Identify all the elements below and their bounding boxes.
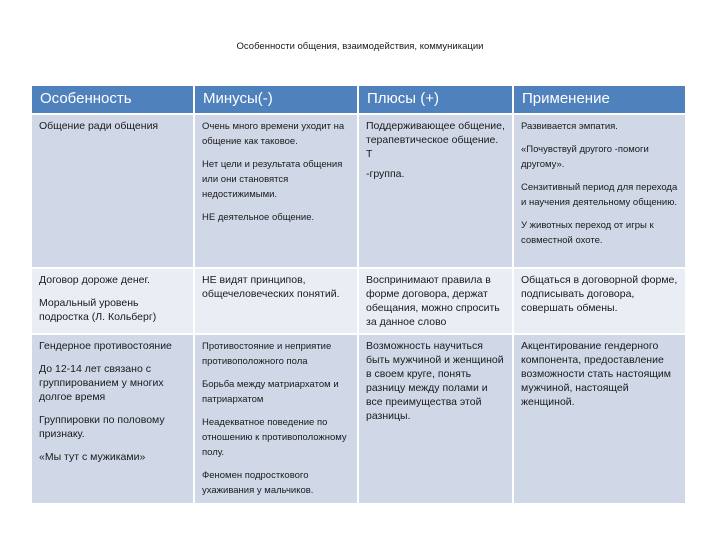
cell-text: Очень много времени уходит на общение как таковое. xyxy=(202,121,345,147)
page-title: Особенности общения, взаимодействия, коммуникации xyxy=(236,41,484,52)
cell-text: Гендерное противостояние xyxy=(39,340,172,352)
cell-use xyxy=(513,334,686,504)
cell-text: Общение ради общения xyxy=(39,120,159,132)
features-table xyxy=(30,84,687,505)
table-header-row xyxy=(31,85,686,114)
cell-text: Сензитивный период для перехода и научения деятельному общению. xyxy=(521,182,678,208)
cell-text: Феномен подросткового ухаживания у мальчиков. xyxy=(202,470,314,496)
cell-text: Неадекватное поведение по отношению к противоположному полу. xyxy=(202,417,347,458)
cell-text: Противостояние и неприятие противоположного пола xyxy=(202,341,332,367)
cell-text: Акцентирование гендерного компонента, предоставление возможности стать настоящим мужчиной, настоящей женщиной. xyxy=(521,340,672,408)
cell-feature xyxy=(31,268,194,334)
cell-text: Группировки по половому признаку. xyxy=(39,414,165,440)
header-feature: Особенность xyxy=(31,85,194,114)
cell-text: Моральный уровень подростка (Л. Кольберг) xyxy=(39,297,157,323)
cell-minus xyxy=(194,268,358,334)
cell-text: Общаться в договорной форме, подписывать договора, совершать обмены. xyxy=(521,274,678,314)
cell-text: Возможность научиться быть мужчиной и женщиной в своем круге, понять разницу между полами и все преимущества этой разницы. xyxy=(366,340,504,422)
cell-text: Воспринимают правила в форме договора, держат обещания, можно спросить за данное слово xyxy=(366,274,500,328)
table-row xyxy=(31,114,686,268)
header-minus: Минусы(-) xyxy=(194,85,358,114)
cell-text: До 12-14 лет связано с группированием у многих долгое время xyxy=(39,363,164,403)
cell-text: Нет цели и результата общения или они становятся недостижимыми. xyxy=(202,159,343,200)
header-plus: Плюсы (+) xyxy=(358,85,513,114)
table-row xyxy=(31,268,686,334)
cell-feature xyxy=(31,114,194,268)
header-use: Применение xyxy=(513,85,686,114)
cell-plus xyxy=(358,334,513,504)
cell-use xyxy=(513,268,686,334)
cell-text: Борьба между матриархатом и патриархатом xyxy=(202,379,339,405)
cell-text: «Мы тут с мужиками» xyxy=(39,451,146,463)
cell-minus xyxy=(194,334,358,504)
cell-text: Поддерживающее общение, терапевтическое общение. Т xyxy=(366,120,505,160)
cell-feature xyxy=(31,334,194,504)
cell-text: У животных переход от игры к совместной охоте. xyxy=(521,220,654,246)
table-row xyxy=(31,334,686,504)
cell-text: Договор дороже денег. xyxy=(39,274,150,286)
cell-text: «Почувствуй другого -помоги другому». xyxy=(521,144,649,170)
cell-use xyxy=(513,114,686,268)
cell-minus xyxy=(194,114,358,268)
cell-text: НЕ деятельное общение. xyxy=(202,212,315,223)
cell-text: -группа. xyxy=(366,168,405,180)
cell-text: Развивается эмпатия. xyxy=(521,121,618,132)
cell-plus xyxy=(358,268,513,334)
cell-text: НЕ видят принципов, общечеловеческих понятий. xyxy=(202,274,340,300)
cell-plus xyxy=(358,114,513,268)
